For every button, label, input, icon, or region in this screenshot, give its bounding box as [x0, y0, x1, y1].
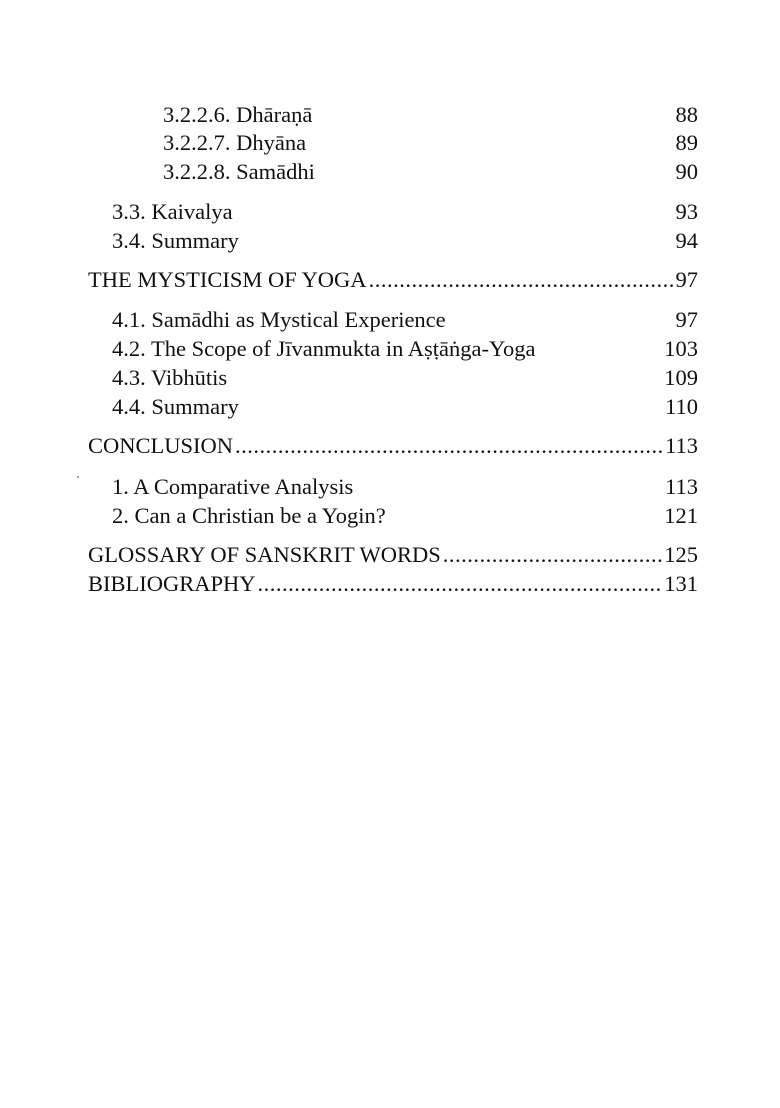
toc-entry-page: 103 [664, 336, 698, 361]
toc-entry-page: 94 [675, 228, 698, 253]
toc-entry-christian-yogin [112, 501, 698, 531]
toc-entry-page: 109 [664, 365, 698, 390]
toc-entry-page: 90 [675, 159, 698, 184]
dot-leader [369, 265, 674, 295]
toc-entry-dharana [163, 100, 698, 130]
toc-entry-page: 110 [665, 394, 698, 419]
toc-entry-label: 1. A Comparative Analysis [112, 474, 354, 499]
dot-leader [258, 569, 663, 599]
toc-chapter-mysticism-of-yoga [88, 265, 698, 295]
toc-entry-summary-4 [112, 392, 698, 422]
toc-chapter-conclusion [88, 431, 698, 461]
toc-chapter-page: 125 [664, 542, 698, 567]
toc-entry-samadhi [163, 157, 698, 187]
toc-entry-page: 88 [675, 102, 698, 127]
toc-chapter-page: 131 [664, 571, 698, 596]
toc-chapter-label: GLOSSARY OF SANSKRIT WORDS [88, 542, 441, 567]
toc-entry-page: 93 [675, 199, 698, 224]
toc-chapter-label: CONCLUSION [88, 433, 234, 458]
dot-leader [443, 540, 662, 570]
toc-entry-label: 4.2. The Scope of Jīvanmukta in Aṣṭāṅga-Yoga [112, 336, 536, 361]
toc-chapter-bibliography [88, 569, 698, 599]
toc-entry-page: 97 [675, 307, 698, 332]
toc-entry-label: 3.3. Kaivalya [112, 199, 233, 224]
scan-speck [77, 476, 79, 478]
toc-chapter-glossary [88, 540, 698, 570]
toc-entry-comparative-analysis [112, 472, 698, 502]
toc-entry-page: 113 [665, 474, 698, 499]
toc-entry-label: 2. Can a Christian be a Yogin? [112, 503, 386, 528]
toc-entry-label: 4.4. Summary [112, 394, 239, 419]
toc-entry-page: 89 [675, 130, 698, 155]
toc-entry-label: 4.1. Samādhi as Mystical Experience [112, 307, 446, 332]
toc-entry-label: 3.2.2.6. Dhāraṇā [163, 102, 313, 127]
toc-entry-label: 4.3. Vibhūtis [112, 365, 228, 390]
toc-entry-label: 3.4. Summary [112, 228, 239, 253]
toc-entry-label: 3.2.2.7. Dhyāna [163, 130, 307, 155]
dot-leader [235, 431, 663, 461]
toc-entry-vibhutis [112, 363, 698, 393]
toc-entry-summary-3 [112, 226, 698, 256]
toc-entry-jivanmukta [112, 334, 698, 364]
toc-chapter-label: THE MYSTICISM OF YOGA [88, 267, 367, 292]
toc-entry-samadhi-mystical [112, 305, 698, 335]
toc-chapter-label: BIBLIOGRAPHY [88, 571, 256, 596]
toc-entry-page: 121 [664, 503, 698, 528]
toc-entry-label: 3.2.2.8. Samādhi [163, 159, 315, 184]
toc-chapter-page: 113 [665, 433, 698, 458]
toc-entry-kaivalya [112, 197, 698, 227]
toc-chapter-page: 97 [675, 267, 698, 292]
toc-entry-dhyana [163, 128, 698, 158]
